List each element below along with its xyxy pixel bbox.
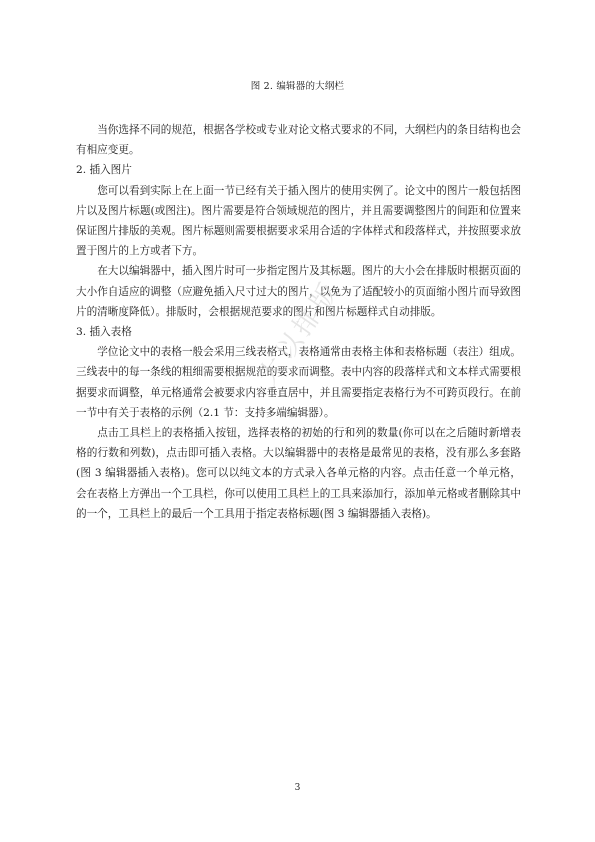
paragraph: 点击工具栏上的表格插入按钮，选择表格的初始的行和列的数量(你可以在之后随时新增表格的行数和列数)，点击即可插入表格。大以编辑器中的表格是最常见的表格，没有那么多套路(图 3 编辑器插入表格)。您可以以纯文本的方式录入各单元格的内容。点击任意一个单元格，会在表格上方弹出一个工具栏，你可以使用工具栏上的工具来添加行，添加单元格或者删除其中的一个，工具栏上的最后一个工具用于指定表格标题(图 3 编辑器插入表格)。 [76, 427, 521, 520]
paragraph: 当你选择不同的规范，根据各学校或专业对论文格式要求的不同，大纲栏内的条目结构也会有相应变更。 [76, 124, 521, 157]
section-heading: 2. 插入图片 [76, 164, 132, 177]
paragraph: 在大以编辑器中，插入图片时可一步指定图片及其标题。图片的大小会在排版时根据页面的大小作自适应的调整（应避免插入尺寸过大的图片，以免为了适配较小的页面缩小图片而导致图片的清晰度降低）。排版时，会根据规范要求的图片和图片标题样式自动排版。 [76, 265, 521, 318]
paragraph: 您可以看到实际上在上面一节已经有关于插入图片的使用实例了。论文中的图片一般包括图片以及图片标题(或图注)。图片需要是符合领域规范的图片，并且需要调整图片的间距和位置来保证图片排版的美观。图片标题则需要根据要求采用合适的字体样式和段落样式，并按照要求放置于图片的上方或者下方。 [76, 184, 521, 258]
section-heading: 3. 插入表格 [76, 326, 132, 339]
paragraph: 学位论文中的表格一般会采用三线表格式，表格通常由表格主体和表格标题（表注）组成。三线表中的每一条线的粗细需要根据规范的要求而调整。表中内容的段落样式和文本样式需要根据要求而调整，单元格通常会被要求内容垂直居中，并且需要指定表格行为不可跨页段行。在前一节中有关于表格的示例（2.1 节：支持多端编辑器）。 [76, 346, 521, 419]
watermark: 大以排版 [252, 275, 347, 391]
page-number: 3 [294, 783, 301, 793]
figure-caption: 图 2. 编辑器的大纲栏 [250, 81, 345, 92]
